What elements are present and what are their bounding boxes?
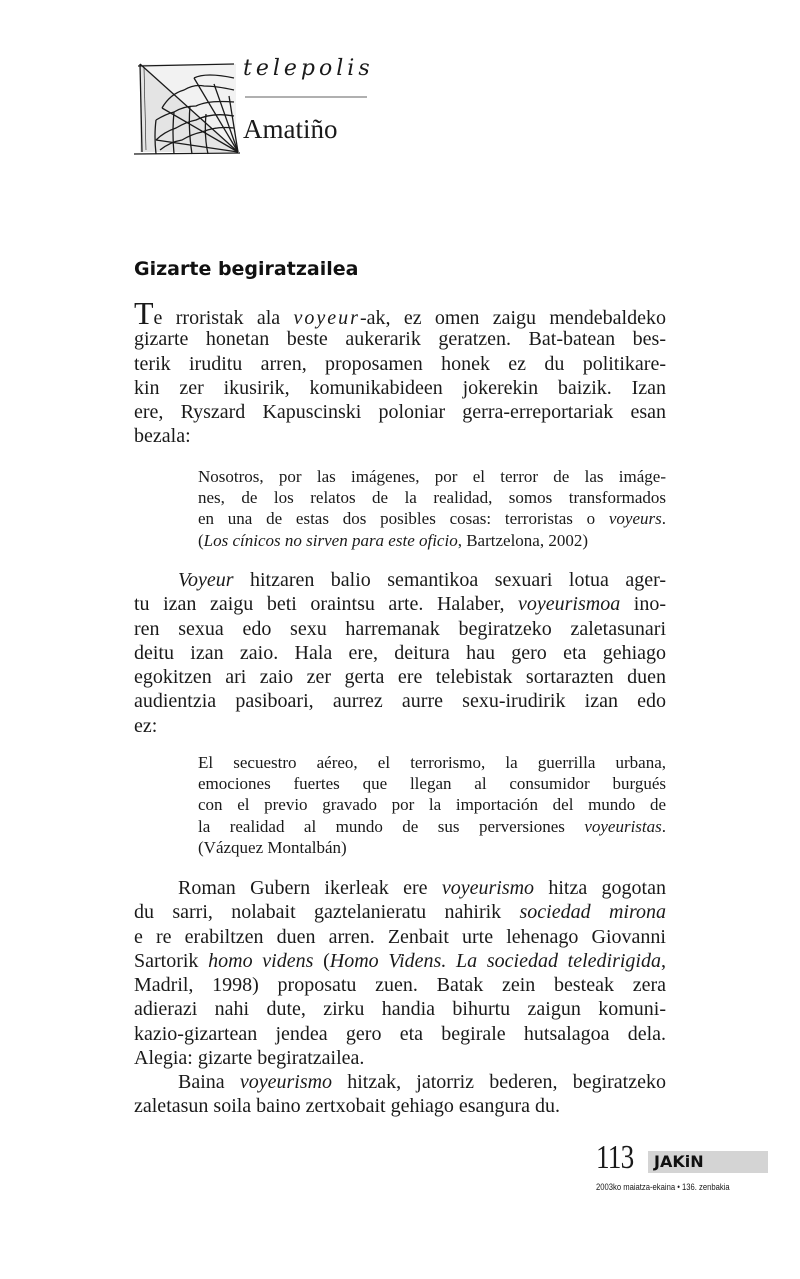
paragraph-3: Roman Gubern ikerleak ere voyeurismo hitza gogotan du sarri, nolabait gaztelanieratu nahirik sociedad mirona e re erabiltzen duen arren. Zenbait urte lehenago Giovanni Sartorik homo videns (Homo Videns. La sociedad teledirigida, Madril, 1998) proposatu zuen. Batak zein besteak zera adierazi nahi dute, zirku handia bihurtu zaigun komuni- kazio-gizartean jendea gero eta begirale hutsalagoa dela. Alegia: gizarte begiratzailea. — [134, 877, 666, 1070]
page-number: 113 — [596, 1139, 634, 1176]
block-quote-1: Nosotros, por las imágenes, por el terror de las imáge- nes, de los relatos de la realidad, somos transformados en una de estas dos posibles cosas: terroristas o voyeurs. (Los cínicos no sirven para este oficio, Bartzelona, 2002) — [198, 467, 666, 550]
drop-cap: T — [134, 295, 154, 331]
spider-web-icon — [134, 56, 242, 156]
section-label: telepolis — [243, 56, 374, 81]
page-footer — [596, 1139, 768, 1193]
header-divider — [245, 96, 367, 98]
author-name: Amatiño — [243, 114, 338, 144]
journal-banner — [648, 1151, 768, 1173]
article-title: Gizarte begiratzailea — [134, 258, 359, 280]
column-header — [134, 56, 374, 156]
journal-name: JAKiN — [654, 1152, 704, 1171]
paragraph-2: Voyeur hitzaren balio semantikoa sexuari lotua ager- tu izan zaigu beti oraintsu arte. Halaber, voyeurismoa ino- ren sexua edo sexu harremanak begiratzeko zaletasunari deitu izan zaio. Hala ere, deitura hau gero eta gehiago egokitzen ari zaio zer gerta ere telebistak sortarazten duen audientzia pasiboari, aurrez aurre sexu-irudirik izan edo ez: — [134, 569, 666, 737]
block-quote-2: El secuestro aéreo, el terrorismo, la guerrilla urbana, emociones fuertes que llegan al consumidor burgués con el previo gravado por la importación del mundo de la realidad al mundo de sus perversiones voyeuristas. (Vázquez Montalbán) — [198, 753, 666, 857]
issue-info: 2003ko maiatza-ekaina • 136. zenbakia — [596, 1182, 730, 1192]
paragraph-1: Te rroristak ala voyeur-ak, ez omen zaigu mendebaldeko gizarte honetan beste aukerarik geratzen. Bat-batean bes- terik iruditu arren, proposamen honek ez du politikare- kin zer ikusirik, komunikabideen jokerekin baizik. Izan ere, Ryszard Kapuscinski poloniar gerra-erreportariak esan bezala: — [134, 295, 666, 448]
paragraph-4: Baina voyeurismo hitzak, jatorriz bederen, begiratzeko zaletasun soila baino zertxobait gehiago esangura du. — [134, 1071, 666, 1118]
